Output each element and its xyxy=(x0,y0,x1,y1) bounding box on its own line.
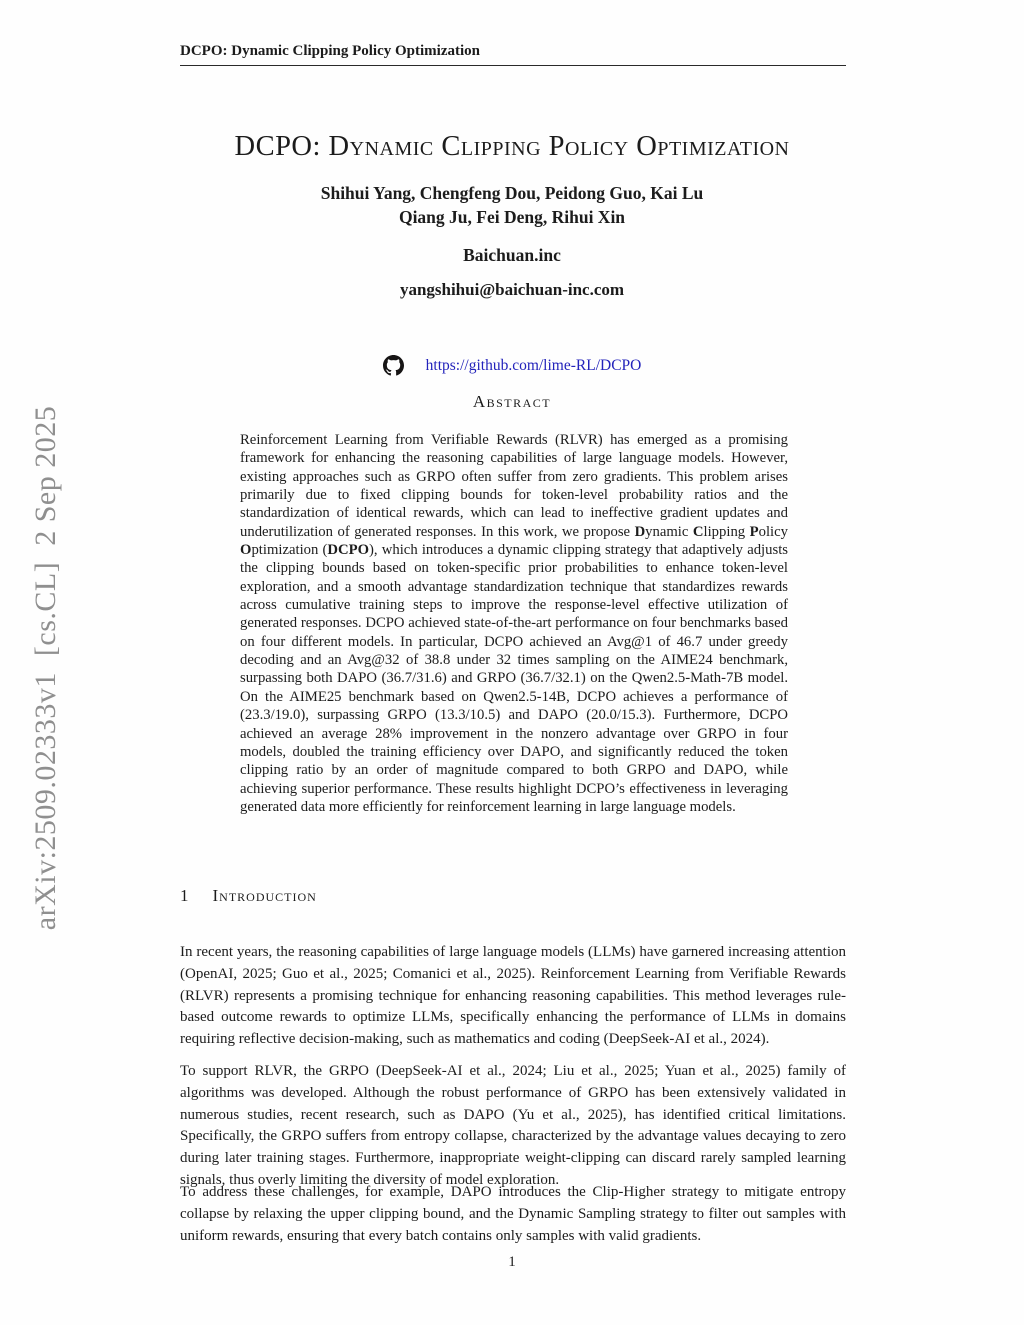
section-number: 1 xyxy=(180,886,189,905)
intro-paragraph-3: To address these challenges, for example, DAPO introduces the Clip-Higher strategy to mitigate entropy collapse by relaxing the upper clipping bound, and the Dynamic Sampling strategy to filter out samples with uniform rewards, ensuring that every batch contains only samples with valid gradients. xyxy=(180,1184,846,1244)
running-header: DCPO: Dynamic Clipping Policy Optimization xyxy=(180,43,846,66)
author-line-2: Qiang Ju, Fei Deng, Rihui Xin xyxy=(398,207,626,227)
section-title: Introduction xyxy=(212,886,317,905)
repo-link-row xyxy=(0,355,1024,376)
contact-email: yangshihui@baichuan-inc.com xyxy=(399,280,625,299)
page-title: DCPO: Dynamic Clipping Policy Optimization xyxy=(234,131,790,162)
author-list xyxy=(150,181,874,229)
affiliation: Baichuan.inc xyxy=(463,245,561,265)
github-icon xyxy=(383,355,404,376)
github-repo-link[interactable]: https://github.com/lime-RL/DCPO xyxy=(425,356,642,374)
abstract-heading: Abstract xyxy=(472,392,552,411)
abstract-text: Reinforcement Learning from Verifiable Rewards (RLVR) has emerged as a promising framework for enhancing the reasoning capabilities of large language models. However, existing approaches such as GRPO often suffer from zero gradients. This problem arises primarily due to fixed clipping bounds for token-level probability ratios and the standardization of identical rewards, which can lead to ineffective gradient updates and underutilization of generated responses. In this work, we propose Dynamic Clipping Policy Optimization (DCPO), which introduces a dynamic clipping strategy that adaptively adjusts the clipping bounds based on token-specific prior probabilities to enhance token-level exploration, and a smooth advantage standardization technique that standardizes rewards across cumulative training steps to improve the response-level effective utilization of generated responses. DCPO achieved state-of-the-art performance on four benchmarks based on four different models. In particular, DCPO achieved an Avg@1 of 46.7 under greedy decoding and an Avg@32 of 38.8 under 32 times sampling on the AIME24 benchmark, surpassing both DAPO (36.7/31.6) and GRPO (36.7/32.1) on the Qwen2.5-Math-7B model. On the AIME25 benchmark based on Qwen2.5-14B, DCPO achieves a performance of (23.3/19.0), surpassing GRPO (13.3/10.5) and DAPO (20.0/15.3). Furthermore, DCPO achieved an average 28% improvement in the nonzero advantage over GRPO in four models, doubled the training efficiency over DAPO, and significantly reduced the token clipping ratio by an order of magnitude compared to both GRPO and DAPO, while achieving superior performance. These results highlight DCPO’s effectiveness in leveraging generated data more efficiently for reinforcement learning in large language models. xyxy=(240,432,788,815)
intro-paragraph-1: In recent years, the reasoning capabilities of large language models (LLMs) have garnered increasing attention (OpenAI, 2025; Guo et al., 2025; Comanici et al., 2025). Reinforcement Learning from Verifiable Rewards (RLVR) represents a promising technique for enhancing reasoning capabilities. This method leverages rule-based outcome rewards to optimize LLMs, specifically enhancing the performance of LLMs in domains requiring reflective decision-making, such as mathematics and coding (DeepSeek-AI et al., 2024). xyxy=(180,944,846,1048)
page-number: 1 xyxy=(508,1254,516,1270)
arxiv-watermark: arXiv:2509.02333v1 [cs.CL] 2 Sep 2025 xyxy=(29,405,62,931)
intro-paragraph-2: To support RLVR, the GRPO (DeepSeek-AI et al., 2024; Liu et al., 2025; Yuan et al., 2025) family of algorithms was developed. Although the robust performance of GRPO has been extensively validated in numerous studies, recent research, such as DAPO (Yu et al., 2025), has identified critical limitations. Specifically, the GRPO suffers from entropy collapse, characterized by the advantage values decaying to zero during later training stages. Furthermore, inappropriate weight-clipping can discard rarely sampled learning signals, thus overly limiting the diversity of model exploration. xyxy=(180,1063,846,1188)
author-line-1: Shihui Yang, Chengfeng Dou, Peidong Guo, Kai Lu xyxy=(320,183,704,203)
section-heading-introduction xyxy=(180,886,317,906)
